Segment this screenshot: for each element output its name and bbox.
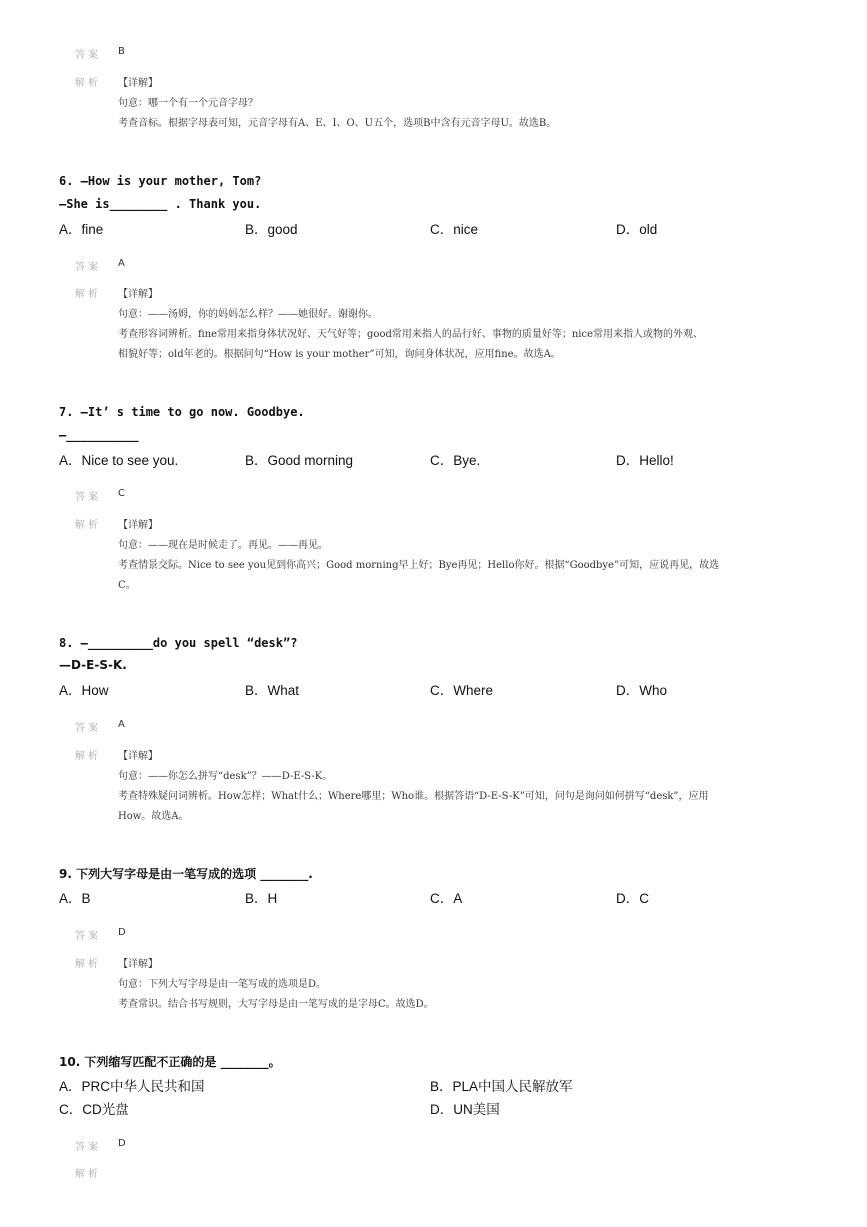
answer-label: 答案 — [75, 262, 101, 273]
answer-label: 答案 — [75, 492, 101, 503]
option-d: D．Hello! — [616, 453, 674, 468]
answer-value: D — [118, 927, 126, 938]
answer-value: B — [118, 46, 125, 57]
detail-heading: 【详解】 — [118, 520, 158, 531]
question-stem: —She is________ . Thank you. — [59, 197, 262, 211]
option-a: A．B — [59, 891, 91, 906]
option-c: C．CD光盘 — [59, 1102, 129, 1117]
option-c: C．Bye. — [430, 453, 481, 468]
question-stem: 7. —It’ s time to go now. Goodbye. — [59, 405, 305, 419]
explanation-line: C。 — [118, 580, 136, 591]
option-a: A．How — [59, 683, 109, 698]
question-stem: —D-E-S-K. — [59, 658, 127, 672]
option-b: B．good — [245, 222, 298, 237]
answer-value: C — [118, 488, 125, 499]
question-stem: 6. —How is your mother, Tom? — [59, 174, 262, 188]
answer-label: 答案 — [75, 931, 101, 942]
explanation-line: 句意：——汤姆，你的妈妈怎么样？——她很好。谢谢你。 — [118, 309, 378, 320]
analysis-label: 解析 — [75, 78, 101, 89]
option-b: B．Good morning — [245, 453, 354, 468]
analysis-label: 解析 — [75, 520, 101, 531]
option-c: C．Where — [430, 683, 494, 698]
option-d: D．C — [616, 891, 649, 906]
explanation-line: 句意：——现在是时候走了。再见。——再见。 — [118, 540, 328, 551]
option-c: C．A — [430, 891, 463, 906]
option-d: D．UN美国 — [430, 1102, 500, 1117]
detail-heading: 【详解】 — [118, 959, 158, 970]
question-stem: 8. —_________do you spell “desk”? — [59, 636, 298, 650]
detail-heading: 【详解】 — [118, 751, 158, 762]
explanation-line: 相貌好等；old年老的。根据问句“How is your mother”可知，询问身体状况，应用fine。故选A。 — [118, 349, 561, 360]
explanation-line: 句意：下列大写字母是由一笔写成的选项是D。 — [118, 979, 327, 990]
answer-label: 答案 — [75, 1142, 101, 1153]
explanation-line: 考查形容词辨析。fine常用来指身体状况好、天气好等；good常用来指人的品行好、事物的质量好等；nice常用来指人或物的外观、 — [118, 329, 704, 340]
option-d: D．Who — [616, 683, 668, 698]
detail-heading: 【详解】 — [118, 78, 158, 89]
answer-label: 答案 — [75, 50, 101, 61]
analysis-label: 解析 — [75, 289, 101, 300]
explanation-line: 考查音标。根据字母表可知，元音字母有A、E、I、O、U五个，选项B中含有元音字母U。故选B。 — [118, 118, 557, 129]
option-b: B．PLA中国人民解放军 — [430, 1079, 573, 1094]
detail-heading: 【详解】 — [118, 289, 158, 300]
option-d: D．old — [616, 222, 658, 237]
answer-value: D — [118, 1138, 126, 1149]
question-stem: —__________ — [59, 428, 139, 442]
explanation-line: How。故选A。 — [118, 811, 189, 822]
option-a: A．fine — [59, 222, 104, 237]
analysis-label: 解析 — [75, 1169, 101, 1180]
answer-value: A — [118, 258, 125, 269]
question-stem: 9. 下列大写字母是由一笔写成的选项 ________. — [59, 867, 313, 881]
explanation-line: 考查常识。结合书写规则，大写字母是由一笔写成的是字母C。故选D。 — [118, 999, 434, 1010]
explanation-line: 考查特殊疑问词辨析。How怎样；What什么；Where哪里；Who谁。根据答语“D-E-S-K”可知，问句是询问如何拼写“desk”，应用 — [118, 791, 709, 802]
option-b: B．H — [245, 891, 278, 906]
question-stem: 10. 下列缩写匹配不正确的是 ________。 — [59, 1055, 281, 1069]
option-a: A．Nice to see you. — [59, 453, 179, 468]
analysis-label: 解析 — [75, 959, 101, 970]
explanation-line: 句意：——你怎么拼写“desk”？——D-E-S-K。 — [118, 771, 333, 782]
answer-value: A — [118, 719, 125, 730]
explanation-line: 考查情景交际。Nice to see you见到你高兴；Good morning早上好；Bye再见；Hello你好。根据“Goodbye”可知，应说再见，故选 — [118, 560, 720, 571]
option-a: A．PRC中华人民共和国 — [59, 1079, 205, 1094]
explanation-line: 句意：哪一个有一个元音字母？ — [118, 98, 258, 109]
option-c: C．nice — [430, 222, 479, 237]
answer-label: 答案 — [75, 723, 101, 734]
option-b: B．What — [245, 683, 300, 698]
analysis-label: 解析 — [75, 751, 101, 762]
